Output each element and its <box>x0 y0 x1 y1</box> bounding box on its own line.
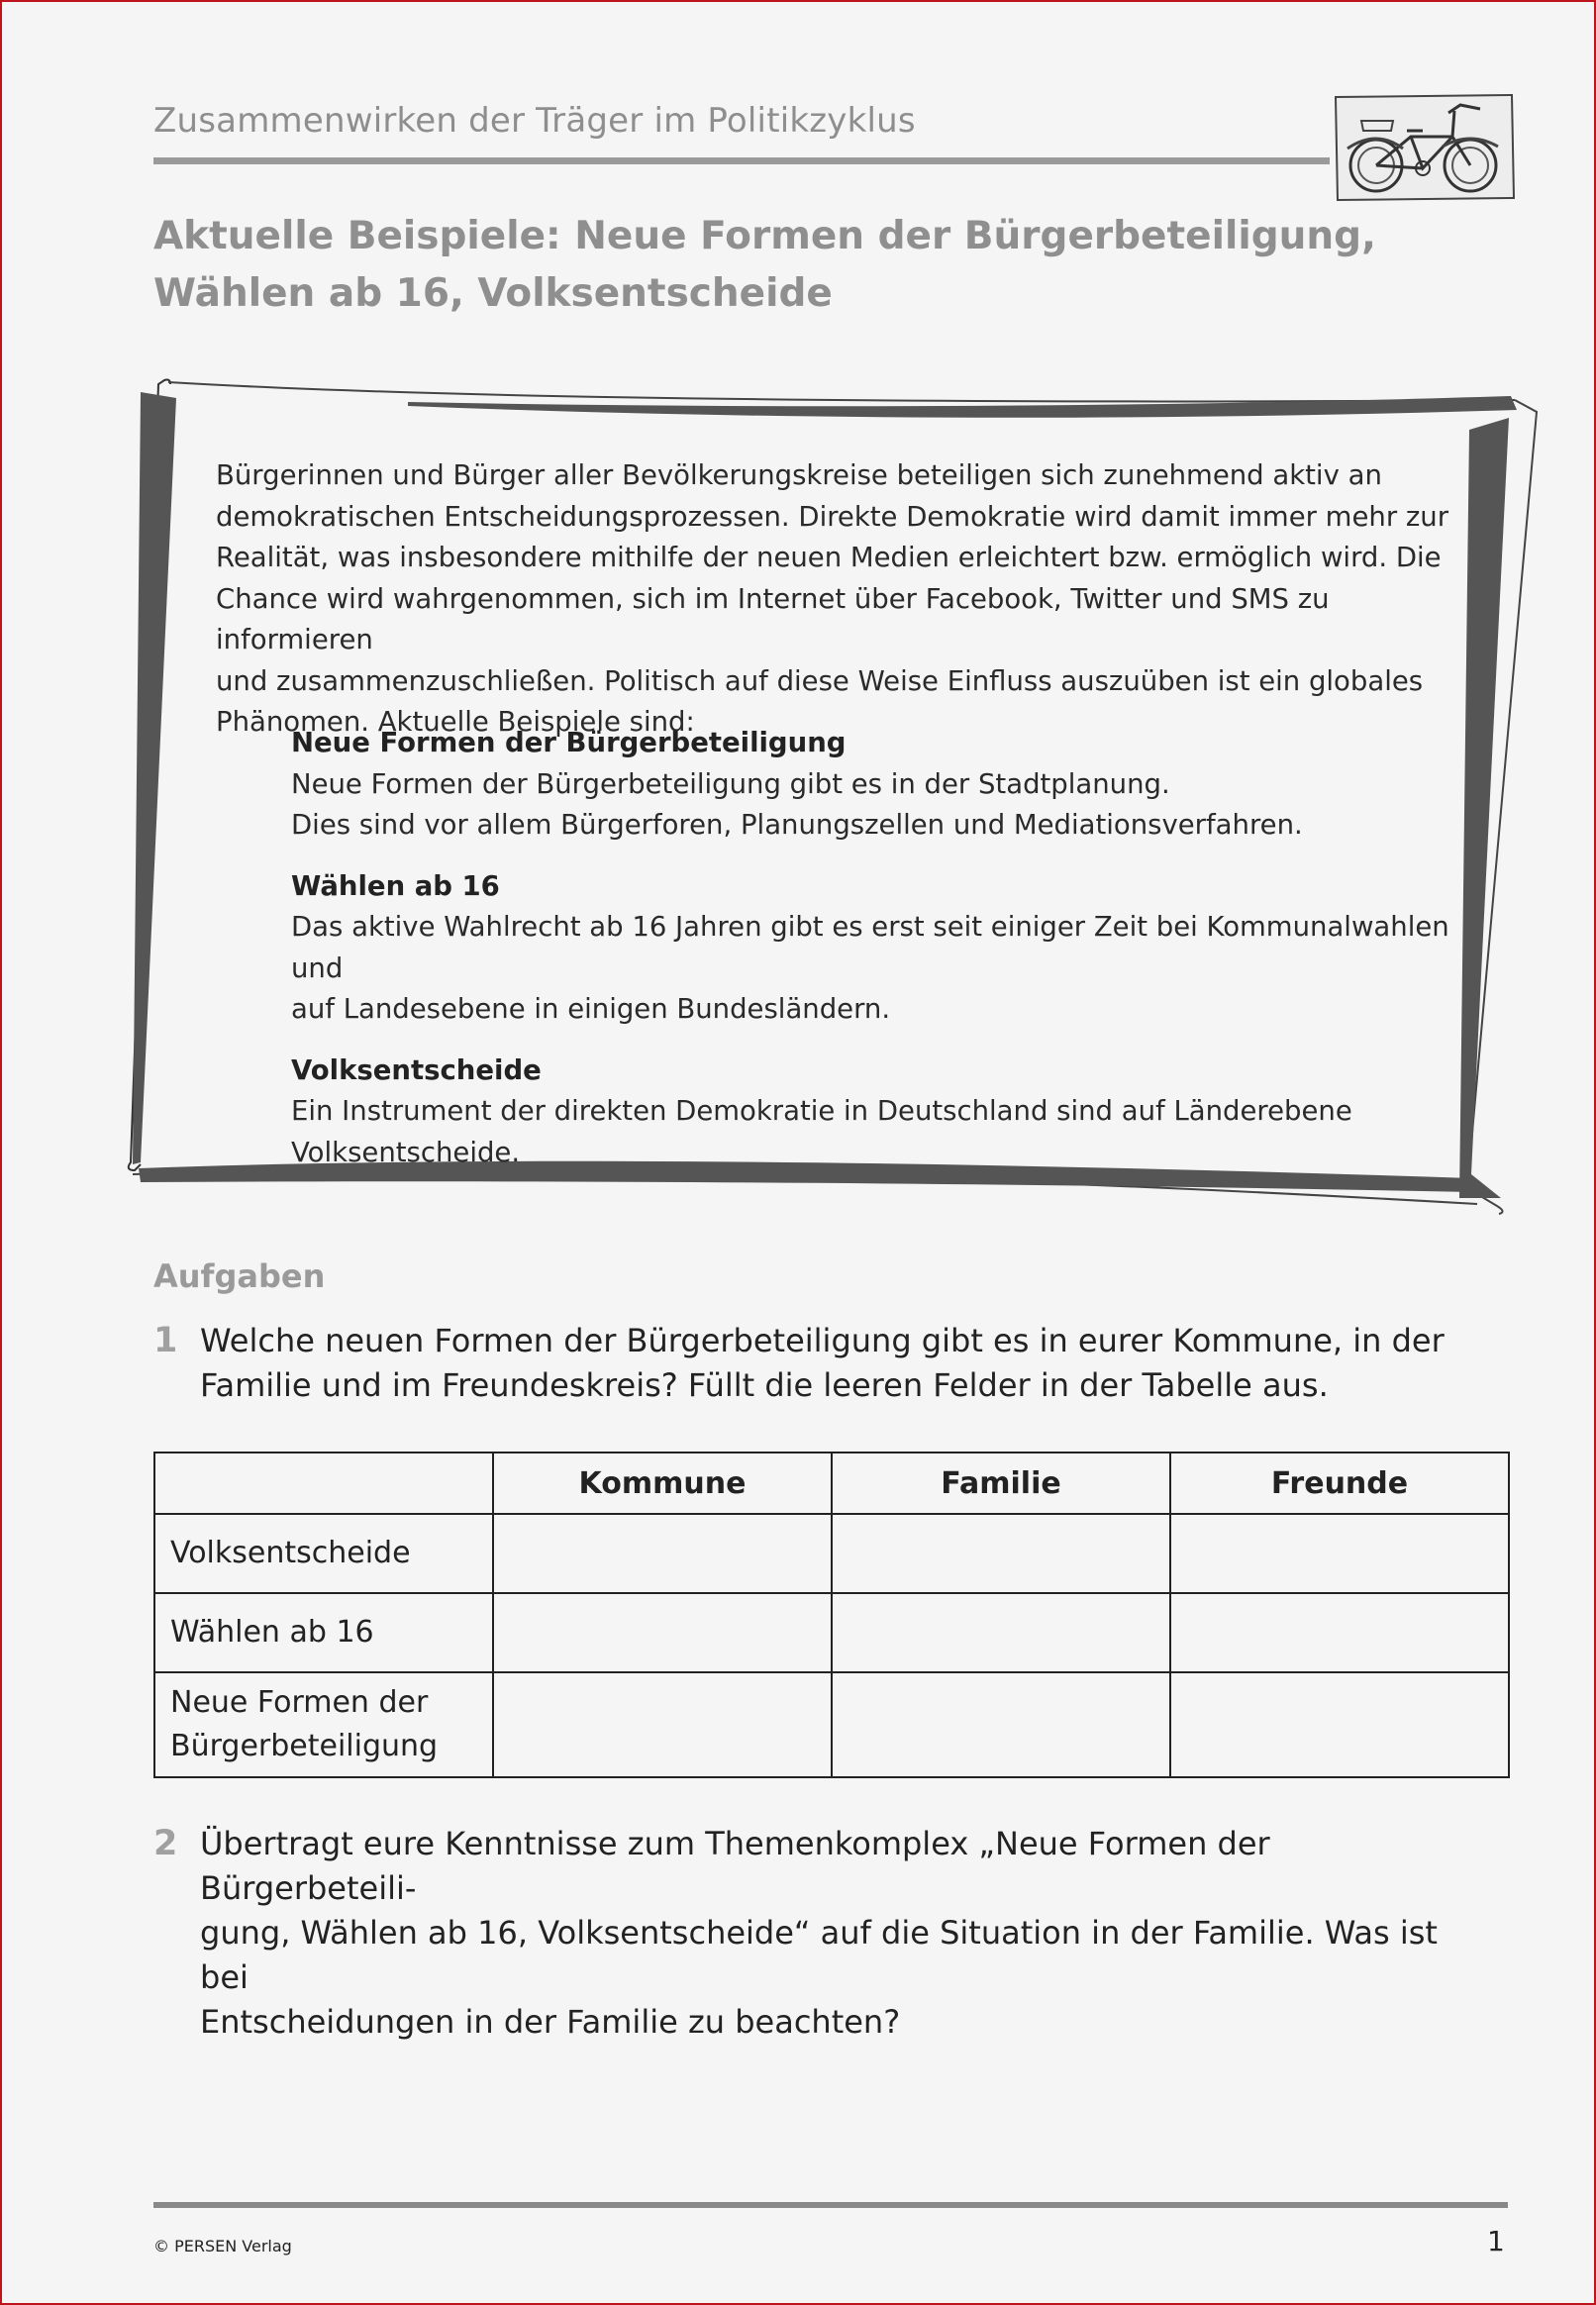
header-title: Zusammenwirken der Träger im Politikzyklus <box>153 101 916 141</box>
example-line: Das aktive Wahlrecht ab 16 Jahren gibt es erst seit einiger Zeit bei Kommunalwahlen und <box>291 911 1449 984</box>
page-title-line-2: Wählen ab 16, Volksentscheide <box>153 271 833 316</box>
row-label <box>154 1593 493 1672</box>
example-heading: Volksentscheide <box>291 1053 542 1086</box>
row-label-line: Volksentscheide <box>170 1536 411 1570</box>
intro-line: demokratischen Entscheidungsprozessen. Direkte Demokratie wird damit immer mehr zur <box>216 500 1449 533</box>
task-line: gung, Wählen ab 16, Volksentscheide“ auf die Situation in der Familie. Was ist bei <box>200 1914 1438 1996</box>
example-item <box>291 866 1479 1031</box>
table-header-cell: Kommune <box>493 1453 832 1514</box>
example-line: Neue Formen der Bürgerbeteiligung gibt es in der Stadtplanung. <box>291 767 1170 800</box>
task-line: Welche neuen Formen der Bürgerbeteiligung gibt es in eurer Kommune, in der <box>200 1322 1445 1359</box>
table-header-cell <box>154 1453 493 1514</box>
example-line: Volksentscheide. <box>291 1136 521 1168</box>
intro-line: und zusammenzuschließen. Politisch auf diese Weise Einfluss auszuüben ist ein globales <box>216 664 1424 697</box>
table-row <box>154 1672 1509 1777</box>
table-header-row <box>154 1453 1509 1514</box>
task-item <box>153 1822 1460 2045</box>
example-heading: Wählen ab 16 <box>291 869 500 902</box>
answer-table <box>153 1452 1510 1778</box>
table-row <box>154 1593 1509 1672</box>
task-item <box>153 1319 1460 1408</box>
row-label <box>154 1514 493 1593</box>
example-heading: Neue Formen der Bürgerbeteiligung <box>291 727 847 758</box>
example-item <box>291 723 1479 847</box>
footer-divider <box>153 2202 1508 2208</box>
table-row <box>154 1514 1509 1593</box>
row-label-line: Bürgerbeteiligung <box>170 1729 439 1763</box>
task-line: Entscheidungen in der Familie zu beachten? <box>200 2003 901 2041</box>
answer-cell[interactable] <box>1170 1514 1509 1593</box>
answer-cell[interactable] <box>1170 1672 1509 1777</box>
example-line: auf Landesebene in einigen Bundesländern. <box>291 993 891 1025</box>
example-line: Ein Instrument der direkten Demokratie in Deutschland sind auf Länderebene <box>291 1095 1352 1127</box>
task-number: 2 <box>153 1824 178 1863</box>
page-number: 1 <box>1487 2225 1505 2257</box>
row-label-line: Wählen ab 16 <box>170 1615 374 1650</box>
table-header-cell: Familie <box>832 1453 1170 1514</box>
publisher-note: © PERSEN Verlag <box>153 2237 292 2255</box>
task-line: Familie und im Freundeskreis? Füllt die leeren Felder in der Tabelle aus. <box>200 1366 1329 1404</box>
bicycle-icon <box>1332 91 1516 202</box>
answer-cell[interactable] <box>1170 1593 1509 1672</box>
row-label <box>154 1672 493 1777</box>
task-line: Übertragt eure Kenntnisse zum Themenkomplex „Neue Formen der Bürgerbeteili- <box>200 1825 1270 1907</box>
tasks-heading: Aufgaben <box>153 1257 326 1295</box>
header-divider <box>153 157 1330 164</box>
answer-cell[interactable] <box>493 1514 832 1593</box>
intro-line: Bürgerinnen und Bürger aller Bevölkerungskreise beteiligen sich zunehmend aktiv an <box>216 459 1382 491</box>
task-text <box>200 1822 1460 2045</box>
table-header-cell: Freunde <box>1170 1453 1509 1514</box>
page-title <box>153 208 1391 323</box>
task-text <box>200 1319 1460 1408</box>
answer-cell[interactable] <box>832 1593 1170 1672</box>
row-label-line: Neue Formen der <box>170 1685 429 1720</box>
answer-cell[interactable] <box>832 1672 1170 1777</box>
answer-cell[interactable] <box>493 1672 832 1777</box>
intro-text <box>216 455 1463 744</box>
intro-line: Chance wird wahrgenommen, sich im Internet über Facebook, Twitter und SMS zu informieren <box>216 582 1330 655</box>
intro-line: Realität, was insbesondere mithilfe der neuen Medien erleichtert bzw. ermöglich wird. Die <box>216 542 1442 573</box>
answer-cell[interactable] <box>493 1593 832 1672</box>
page-title-line-1: Aktuelle Beispiele: Neue Formen der Bürgerbeteiligung, <box>153 214 1376 258</box>
examples-list <box>291 723 1479 1193</box>
example-line: Dies sind vor allem Bürgerforen, Planungszellen und Mediationsverfahren. <box>291 809 1303 841</box>
intro-line: Phänomen. Aktuelle Beispiele sind: <box>216 706 695 738</box>
answer-cell[interactable] <box>832 1514 1170 1593</box>
task-number: 1 <box>153 1321 178 1360</box>
example-item <box>291 1051 1479 1174</box>
